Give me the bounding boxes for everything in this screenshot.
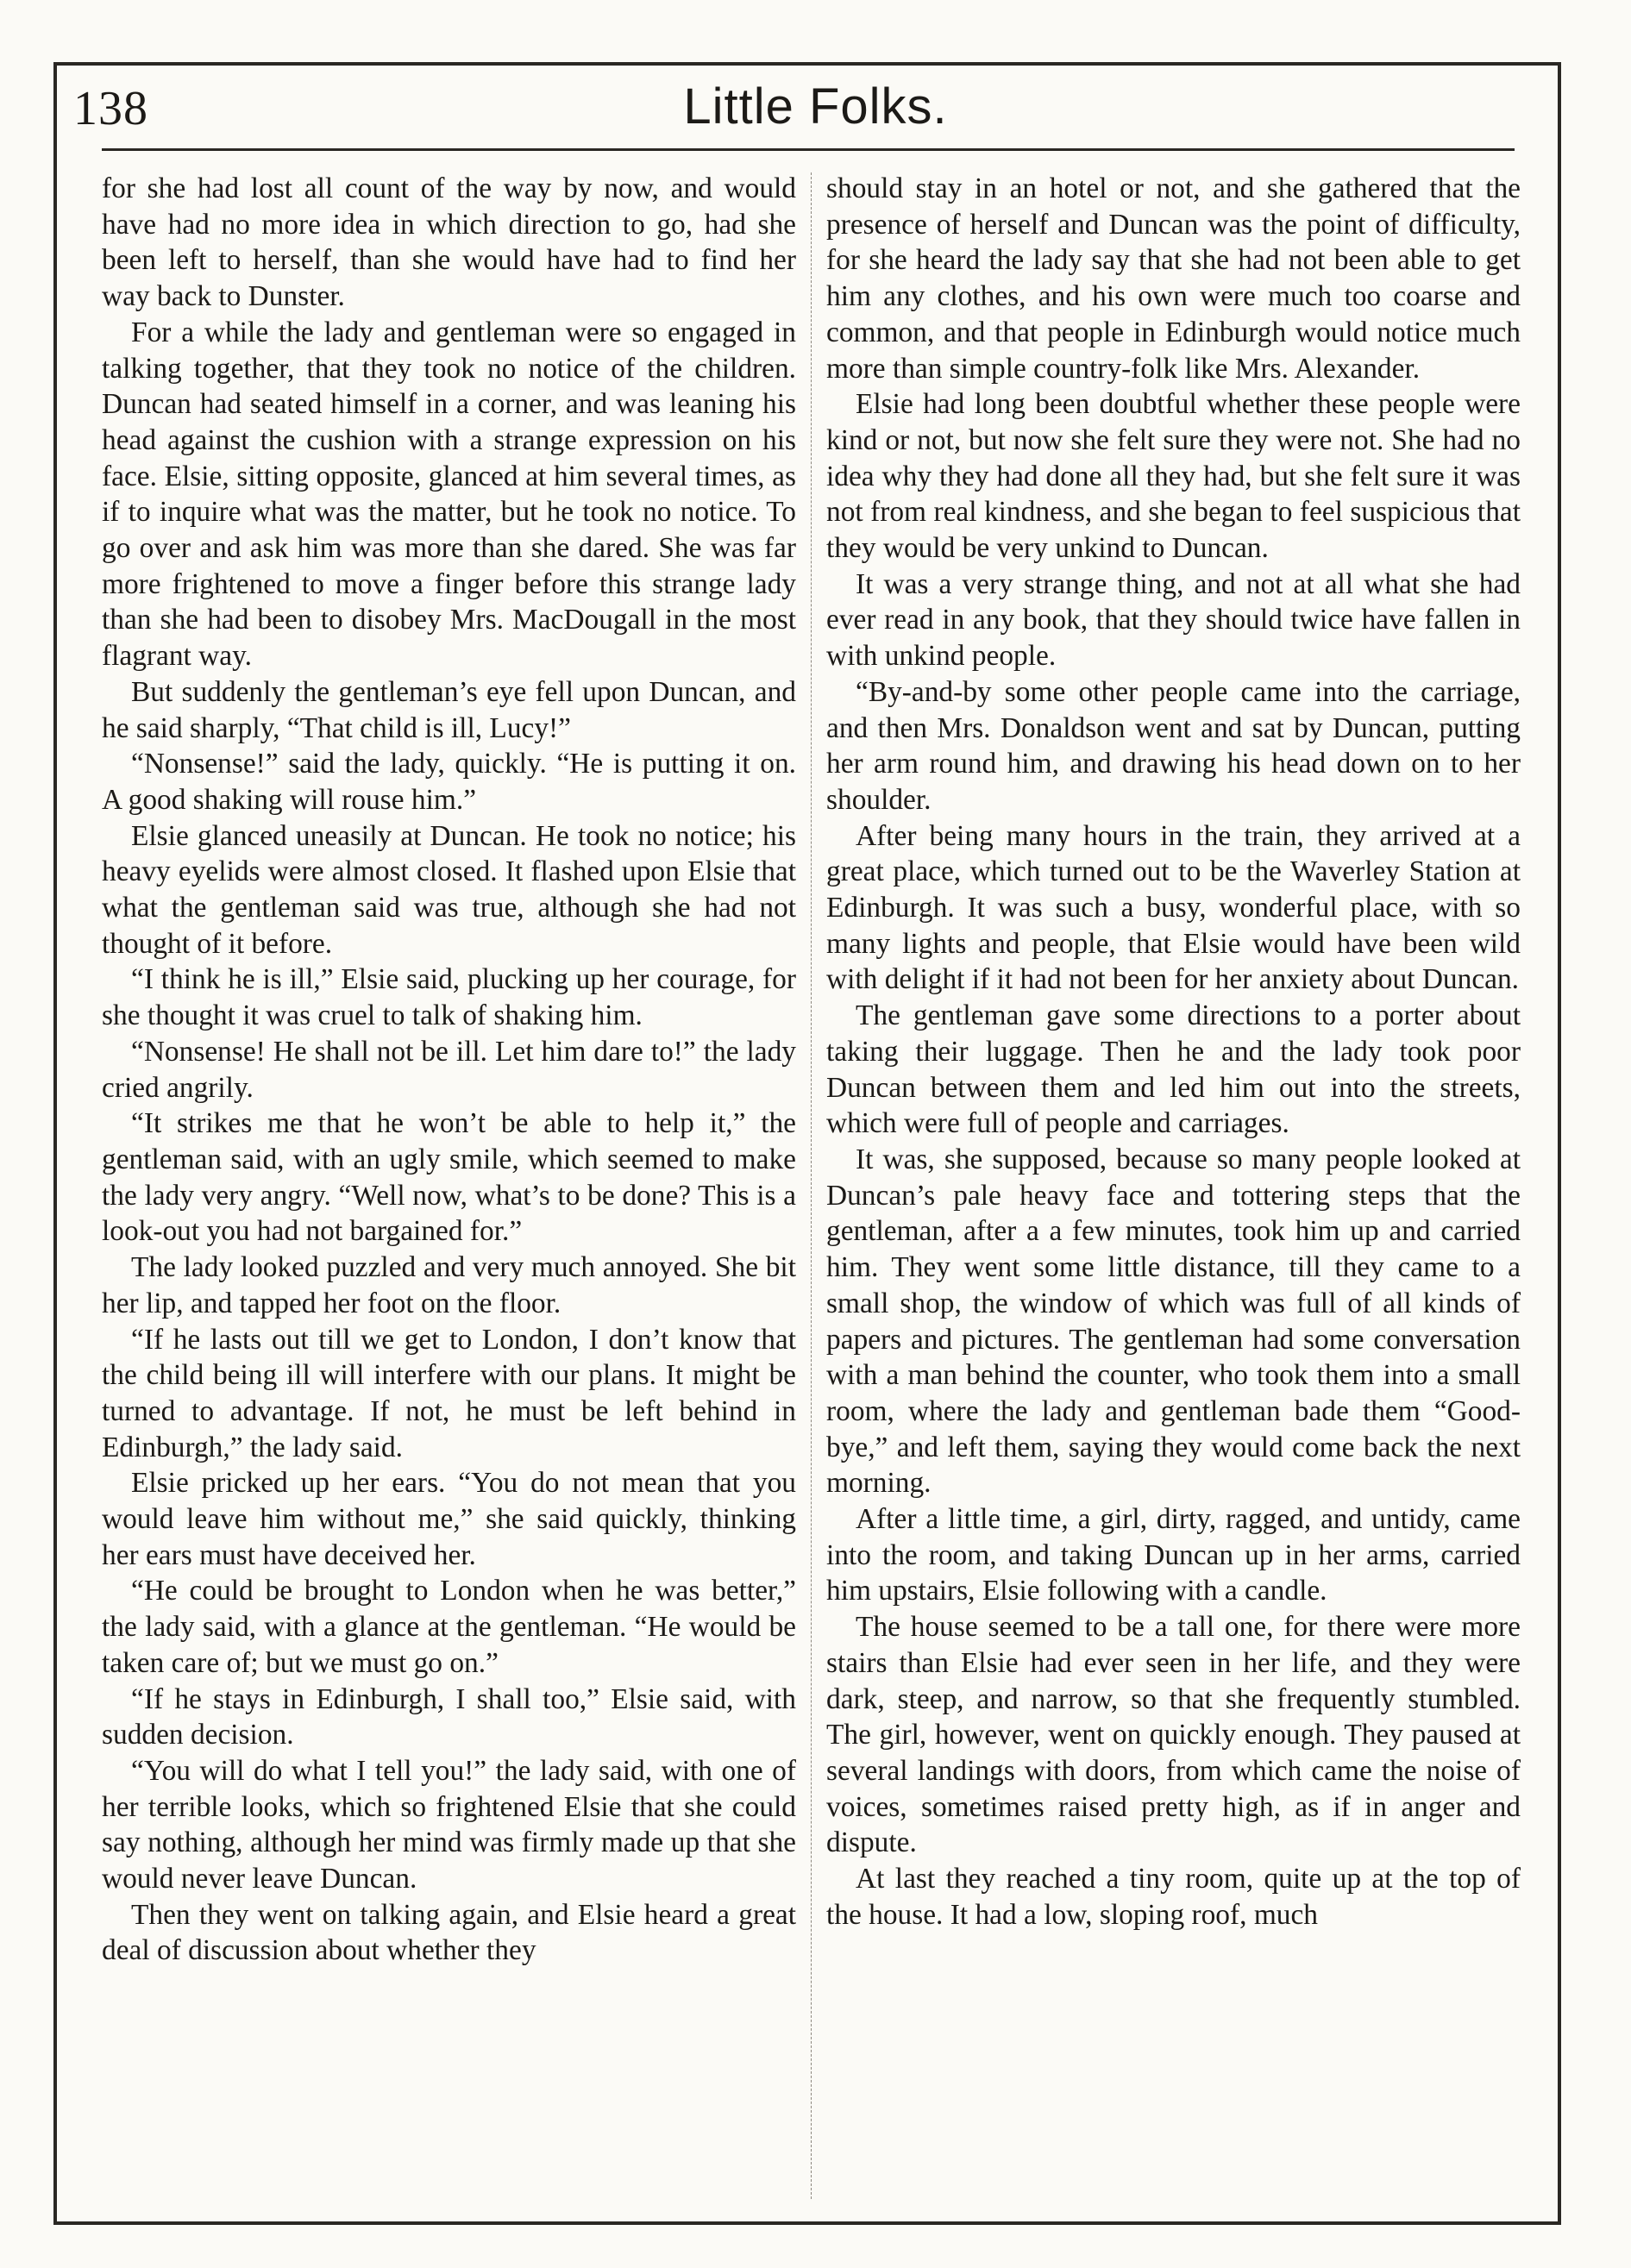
paragraph: “Nonsense! He shall not be ill. Let him dare to!” the lady cried angrily.: [102, 1035, 796, 1104]
paragraph: But suddenly the gentleman’s eye fell upon Duncan, and he said sharply, “That child is ill, Lucy!”: [102, 675, 796, 744]
paragraph: After a little time, a girl, dirty, ragged, and untidy, came into the room, and taking Duncan up in her arms, carried him upstairs, Elsie following with a candle.: [826, 1503, 1521, 1607]
paragraph: The house seemed to be a tall one, for there were more stairs than Elsie had ever seen in her life, and they were dark, steep, and narrow, so that she frequently stumbled. The girl, however, went on quickly enough. They paused at several landings with doors, from which came the noise of voices, sometimes raised pretty high, as if in anger and dispute.: [826, 1611, 1521, 1859]
paragraph: “If he stays in Edinburgh, I shall too,” Elsie said, with sudden decision.: [102, 1682, 796, 1751]
paragraph: It was a very strange thing, and not at all what she had ever read in any book, that they should twice have fallen in with unkind people.: [826, 567, 1521, 673]
paragraph: For a while the lady and gentleman were so engaged in talking together, that they took no notice of the children. Duncan had seated himself in a corner, and was leaning his head against the cushion with a strange expression on his face. Elsie, sitting opposite, glanced at him several times, as if to inquire what was the matter, but he took no notice. To go over and ask him was more than she dared. She was far more frightened to move a finger before this strange lady than she had been to disobey Mrs. MacDougall in the most flagrant way.: [102, 316, 796, 673]
paragraph: Elsie had long been doubtful whether these people were kind or not, but now she felt sure they were not. She had no idea why they had done all they had, but she felt sure it was not from real kindness, and she began to feel suspicious that they would be very unkind to Duncan.: [826, 388, 1521, 565]
paragraph: “I think he is ill,” Elsie said, plucking up her courage, for she thought it was cruel to talk of shaking him.: [102, 963, 796, 1032]
paragraph: After being many hours in the train, they arrived at a great place, which turned out to be the Waverley Station at Edinburgh. It was such a busy, wonderful place, with so many lights and people, that Elsie would have been wild with delight if it had not been for her anxiety about Duncan.: [826, 819, 1521, 996]
paragraph: Elsie glanced uneasily at Duncan. He took no notice; his heavy eyelids were almost closed. It flashed upon Elsie that what the gentleman said was true, although she had not thought of it before.: [102, 819, 796, 960]
running-title: Little Folks.: [683, 78, 948, 135]
left-column: [102, 171, 796, 1969]
paragraph: should stay in an hotel or not, and she gathered that the presence of herself and Duncan was the point of difficulty, for she heard the lady say that she had not been able to get him any clothes, and his own were much too coarse and common, and that people in Edinburgh would notice much more than simple country-folk like Mrs. Alexander.: [826, 172, 1521, 385]
paragraph: The gentleman gave some directions to a porter about taking their luggage. Then he and the lady took poor Duncan between them and led him out into the streets, which were full of people and carriages.: [826, 999, 1521, 1140]
right-column: [826, 171, 1521, 1933]
paragraph: “By-and-by some other people came into the carriage, and then Mrs. Donaldson went and sat by Duncan, putting her arm round him, and drawing his head down on to her shoulder.: [826, 675, 1521, 816]
paragraph: Elsie pricked up her ears. “You do not mean that you would leave him without me,” she said quickly, thinking her ears must have deceived her.: [102, 1467, 796, 1571]
paragraph: “He could be brought to London when he was better,” the lady said, with a glance at the gentleman. “He would be taken care of; but we must go on.”: [102, 1575, 796, 1679]
paragraph: “It strikes me that he won’t be able to help it,” the gentleman said, with an ugly smile, which seemed to make the lady very angry. “Well now, what’s to be done? This is a look-out you had not bargained for.”: [102, 1107, 796, 1248]
page-number: 138: [73, 82, 148, 135]
header-rule: [102, 148, 1515, 151]
paragraph: At last they reached a tiny room, quite up at the top of the house. It had a low, sloping roof, much: [826, 1863, 1521, 1931]
paragraph: The lady looked puzzled and very much annoyed. She bit her lip, and tapped her foot on the floor.: [102, 1251, 796, 1319]
paragraph: It was, she supposed, because so many people looked at Duncan’s pale heavy face and tottering steps that the gentleman, after a a few minutes, took him up and carried him. They went some little distance, till they came to a small shop, the window of which was full of all kinds of papers and pictures. The gentleman had some conversation with a man behind the counter, who took them into a small room, where the lady and gentleman bade them “Good-bye,” and left them, saying they would come back the next morning.: [826, 1143, 1521, 1500]
paragraph: Then they went on talking again, and Elsie heard a great deal of discussion about whether they: [102, 1898, 796, 1967]
paragraph: “Nonsense!” said the lady, quickly. “He is putting it on. A good shaking will rouse him.”: [102, 748, 796, 816]
paragraph: for she had lost all count of the way by now, and would have had no more idea in which direction to go, had she been left to herself, than she would have had to find her way back to Dunster.: [102, 172, 796, 313]
paragraph: “You will do what I tell you!” the lady said, with one of her terrible looks, which so frightened Elsie that she could say nothing, although her mind was firmly made up that she would never leave Duncan.: [102, 1754, 796, 1895]
paragraph: “If he lasts out till we get to London, I don’t know that the child being ill will interfere with our plans. It might be turned to advantage. If not, he must be left behind in Edinburgh,” the lady said.: [102, 1323, 796, 1463]
column-divider: [811, 172, 812, 2199]
